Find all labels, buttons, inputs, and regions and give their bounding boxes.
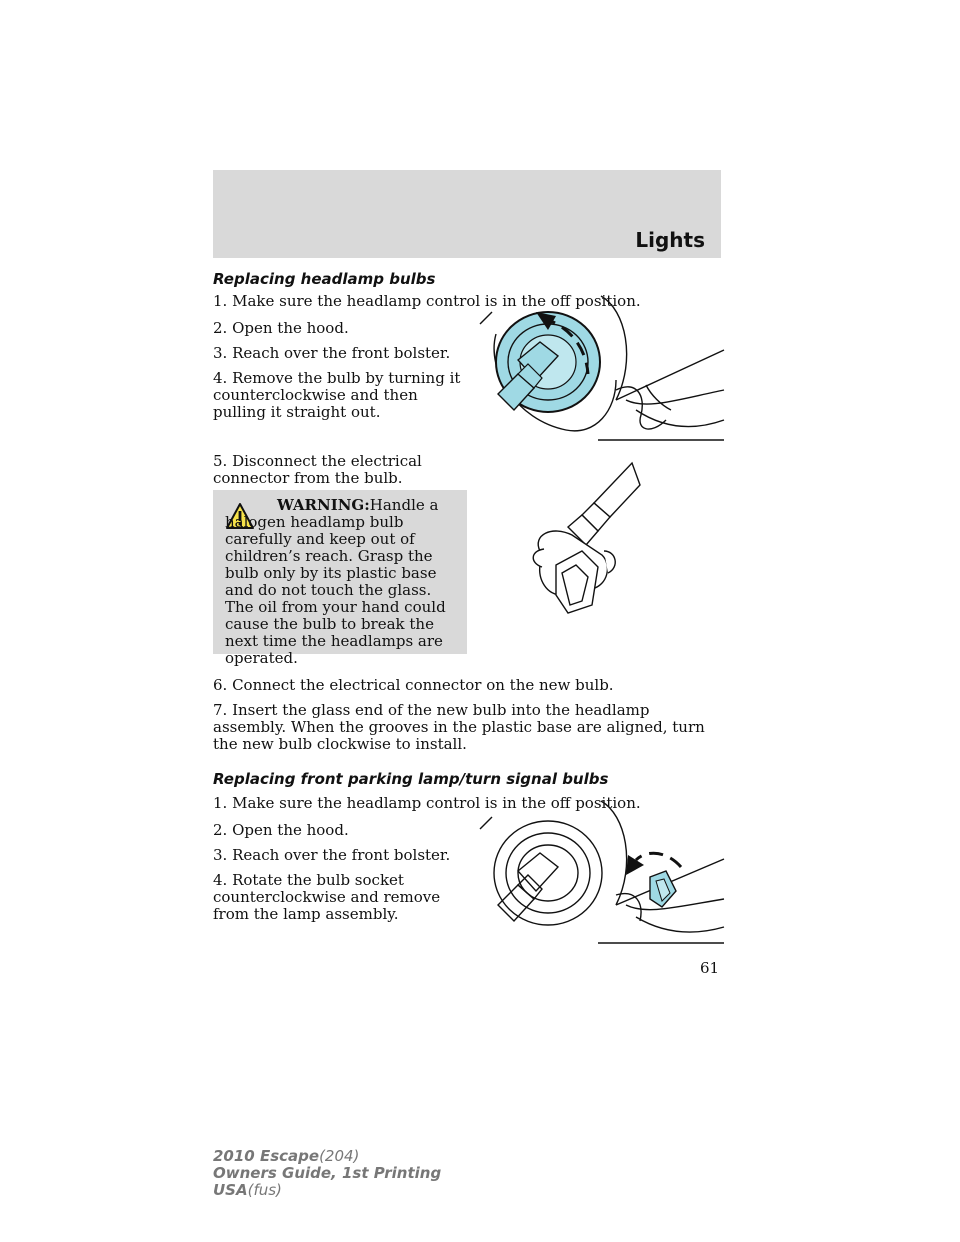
step-text: 3. Reach over the front bolster. [213, 846, 451, 864]
warning-box [213, 490, 467, 667]
parking-lamp-figure [476, 795, 726, 947]
page-number: 61 [700, 959, 720, 977]
footer-region: USA [213, 1181, 248, 1199]
halogen-bulb-figure [512, 455, 672, 635]
step-text: 4. Remove the bulb by turning it counterclockwise and then pulling it straight out. [213, 369, 461, 421]
warning-title: WARNING: [277, 496, 370, 514]
section-heading: Replacing headlamp bulbs [213, 270, 436, 288]
footer-region-code: (fus) [247, 1181, 282, 1199]
step-text: 2. Open the hood. [213, 821, 349, 839]
footer-print-info [213, 1148, 441, 1199]
step-text: 5. Disconnect the electrical connector from the bulb. [213, 452, 422, 487]
footer-model: 2010 Escape [213, 1147, 320, 1165]
footer-model-code: (204) [319, 1147, 360, 1165]
warning-text: Handle a halogen headlamp bulb carefully and keep out of children’s reach. Grasp the bulb only by its plastic base and do not touch the glass. The oil from your hand could cause the bulb to break the next time the headlamps are operated. [225, 496, 446, 667]
step-text: 7. Insert the glass end of the new bulb into the headlamp assembly. When the grooves in the plastic base are aligned, turn the new bulb clockwise to install. [213, 701, 705, 753]
step-text: 1. Make sure the headlamp control is in the off position. [213, 794, 641, 812]
section-header-band [213, 170, 721, 258]
headlamp-removal-figure [476, 290, 726, 442]
step-text: 4. Rotate the bulb socket counterclockwise and remove from the lamp assembly. [213, 871, 441, 923]
step-text: 2. Open the hood. [213, 319, 349, 337]
step-text: 6. Connect the electrical connector on the new bulb. [213, 676, 614, 694]
step-text: 1. Make sure the headlamp control is in the off position. [213, 292, 641, 310]
section-heading: Replacing front parking lamp/turn signal bulbs [213, 770, 609, 788]
footer-printing: Owners Guide, 1st Printing [213, 1164, 442, 1182]
section-title: Lights [635, 228, 705, 252]
step-text: 3. Reach over the front bolster. [213, 344, 451, 362]
